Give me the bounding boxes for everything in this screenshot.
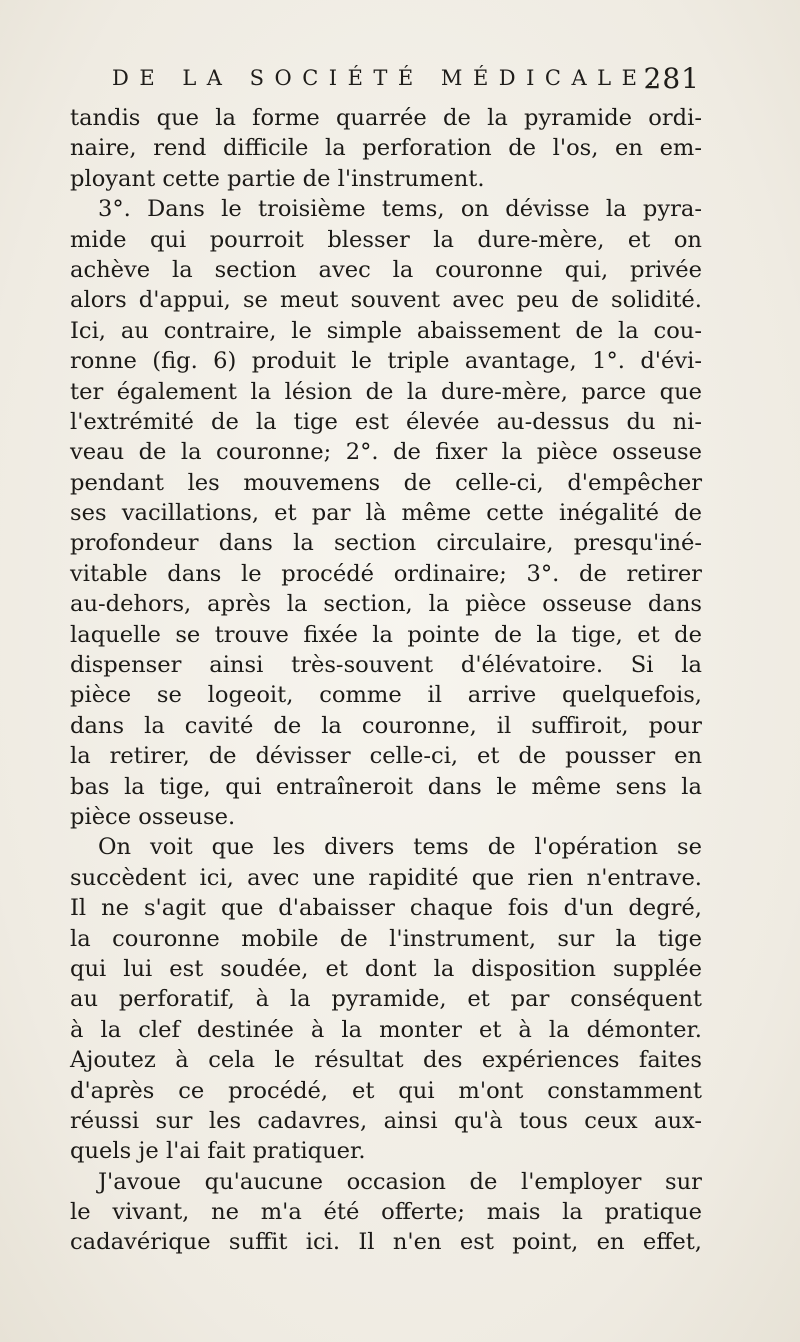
text-line: ronne (fig. 6) produit le triple avantage, 1°. d'évi- bbox=[70, 348, 702, 375]
text-line: la couronne mobile de l'instrument, sur la tige bbox=[70, 925, 702, 952]
paragraph bbox=[70, 194, 702, 832]
text-line: cadavérique suffit ici. Il n'en est point, en effet, bbox=[70, 1229, 702, 1256]
text-line: Ajoutez à cela le résultat des expériences faites bbox=[70, 1047, 702, 1074]
text-line: naire, rend difficile la perforation de l'os, en em- bbox=[70, 135, 702, 162]
text-line: bas la tige, qui entraîneroit dans le même sens la bbox=[70, 773, 702, 800]
page-header bbox=[112, 60, 700, 100]
text-line: alors d'appui, se meut souvent avec peu de solidité. bbox=[70, 287, 702, 314]
text-line: 3°. Dans le troisième tems, on dévisse la pyra- bbox=[98, 196, 702, 223]
text-line: à la clef destinée à la monter et à la démonter. bbox=[70, 1016, 702, 1043]
text-line: pendant les mouvemens de celle-ci, d'empêcher bbox=[70, 469, 702, 496]
text-line: achève la section avec la couronne qui, privée bbox=[70, 256, 702, 283]
text-line: ployant cette partie de l'instrument. bbox=[70, 165, 485, 192]
text-line: ter également la lésion de la dure-mère, parce que bbox=[70, 378, 702, 405]
text-line: dispenser ainsi très-souvent d'élévatoire. Si la bbox=[70, 652, 702, 679]
text-line: le vivant, ne m'a été offerte; mais la pratique bbox=[70, 1199, 702, 1226]
text-line: réussi sur les cadavres, ainsi qu'à tous ceux aux- bbox=[70, 1107, 702, 1134]
text-line: la retirer, de dévisser celle-ci, et de pousser en bbox=[70, 743, 702, 770]
page-number: 281 bbox=[643, 62, 700, 95]
running-head: DE LA SOCIÉTÉ MÉDICALE. bbox=[112, 66, 665, 90]
text-line: au-dehors, après la section, la pièce osseuse dans bbox=[70, 591, 702, 618]
text-line: laquelle se trouve fixée la pointe de la tige, et de bbox=[70, 621, 702, 648]
text-line: Il ne s'agit que d'abaisser chaque fois d'un degré, bbox=[70, 895, 702, 922]
text-line: pièce se logeoit, comme il arrive quelquefois, bbox=[70, 682, 702, 709]
text-line: ses vacillations, et par là même cette inégalité de bbox=[70, 500, 702, 527]
text-line: On voit que les divers tems de l'opération se bbox=[98, 834, 702, 861]
text-line: d'après ce procédé, et qui m'ont constamment bbox=[70, 1077, 702, 1104]
text-line: profondeur dans la section circulaire, presqu'iné- bbox=[70, 530, 702, 557]
paragraph bbox=[70, 103, 702, 194]
paragraph bbox=[70, 1167, 702, 1258]
body-text bbox=[70, 103, 702, 1258]
text-line: vitable dans le procédé ordinaire; 3°. de retirer bbox=[70, 560, 702, 587]
text-line: Ici, au contraire, le simple abaissement de la cou- bbox=[70, 317, 702, 344]
text-line: pièce osseuse. bbox=[70, 803, 236, 830]
text-line: quels je l'ai fait pratiquer. bbox=[70, 1138, 366, 1165]
text-line: succèdent ici, avec une rapidité que rien n'entrave. bbox=[70, 864, 702, 891]
text-line: au perforatif, à la pyramide, et par conséquent bbox=[70, 986, 702, 1013]
text-line: tandis que la forme quarrée de la pyramide ordi- bbox=[70, 105, 702, 131]
text-line: J'avoue qu'aucune occasion de l'employer sur bbox=[98, 1168, 702, 1195]
text-line: dans la cavité de la couronne, il suffiroit, pour bbox=[70, 712, 702, 739]
text-line: mide qui pourroit blesser la dure-mère, et on bbox=[70, 226, 702, 253]
text-line: qui lui est soudée, et dont la disposition supplée bbox=[70, 955, 702, 982]
text-line: l'extrémité de la tige est élevée au-dessus du ni- bbox=[70, 408, 702, 435]
text-line: veau de la couronne; 2°. de fixer la pièce osseuse bbox=[70, 439, 702, 466]
paragraph bbox=[70, 832, 702, 1166]
